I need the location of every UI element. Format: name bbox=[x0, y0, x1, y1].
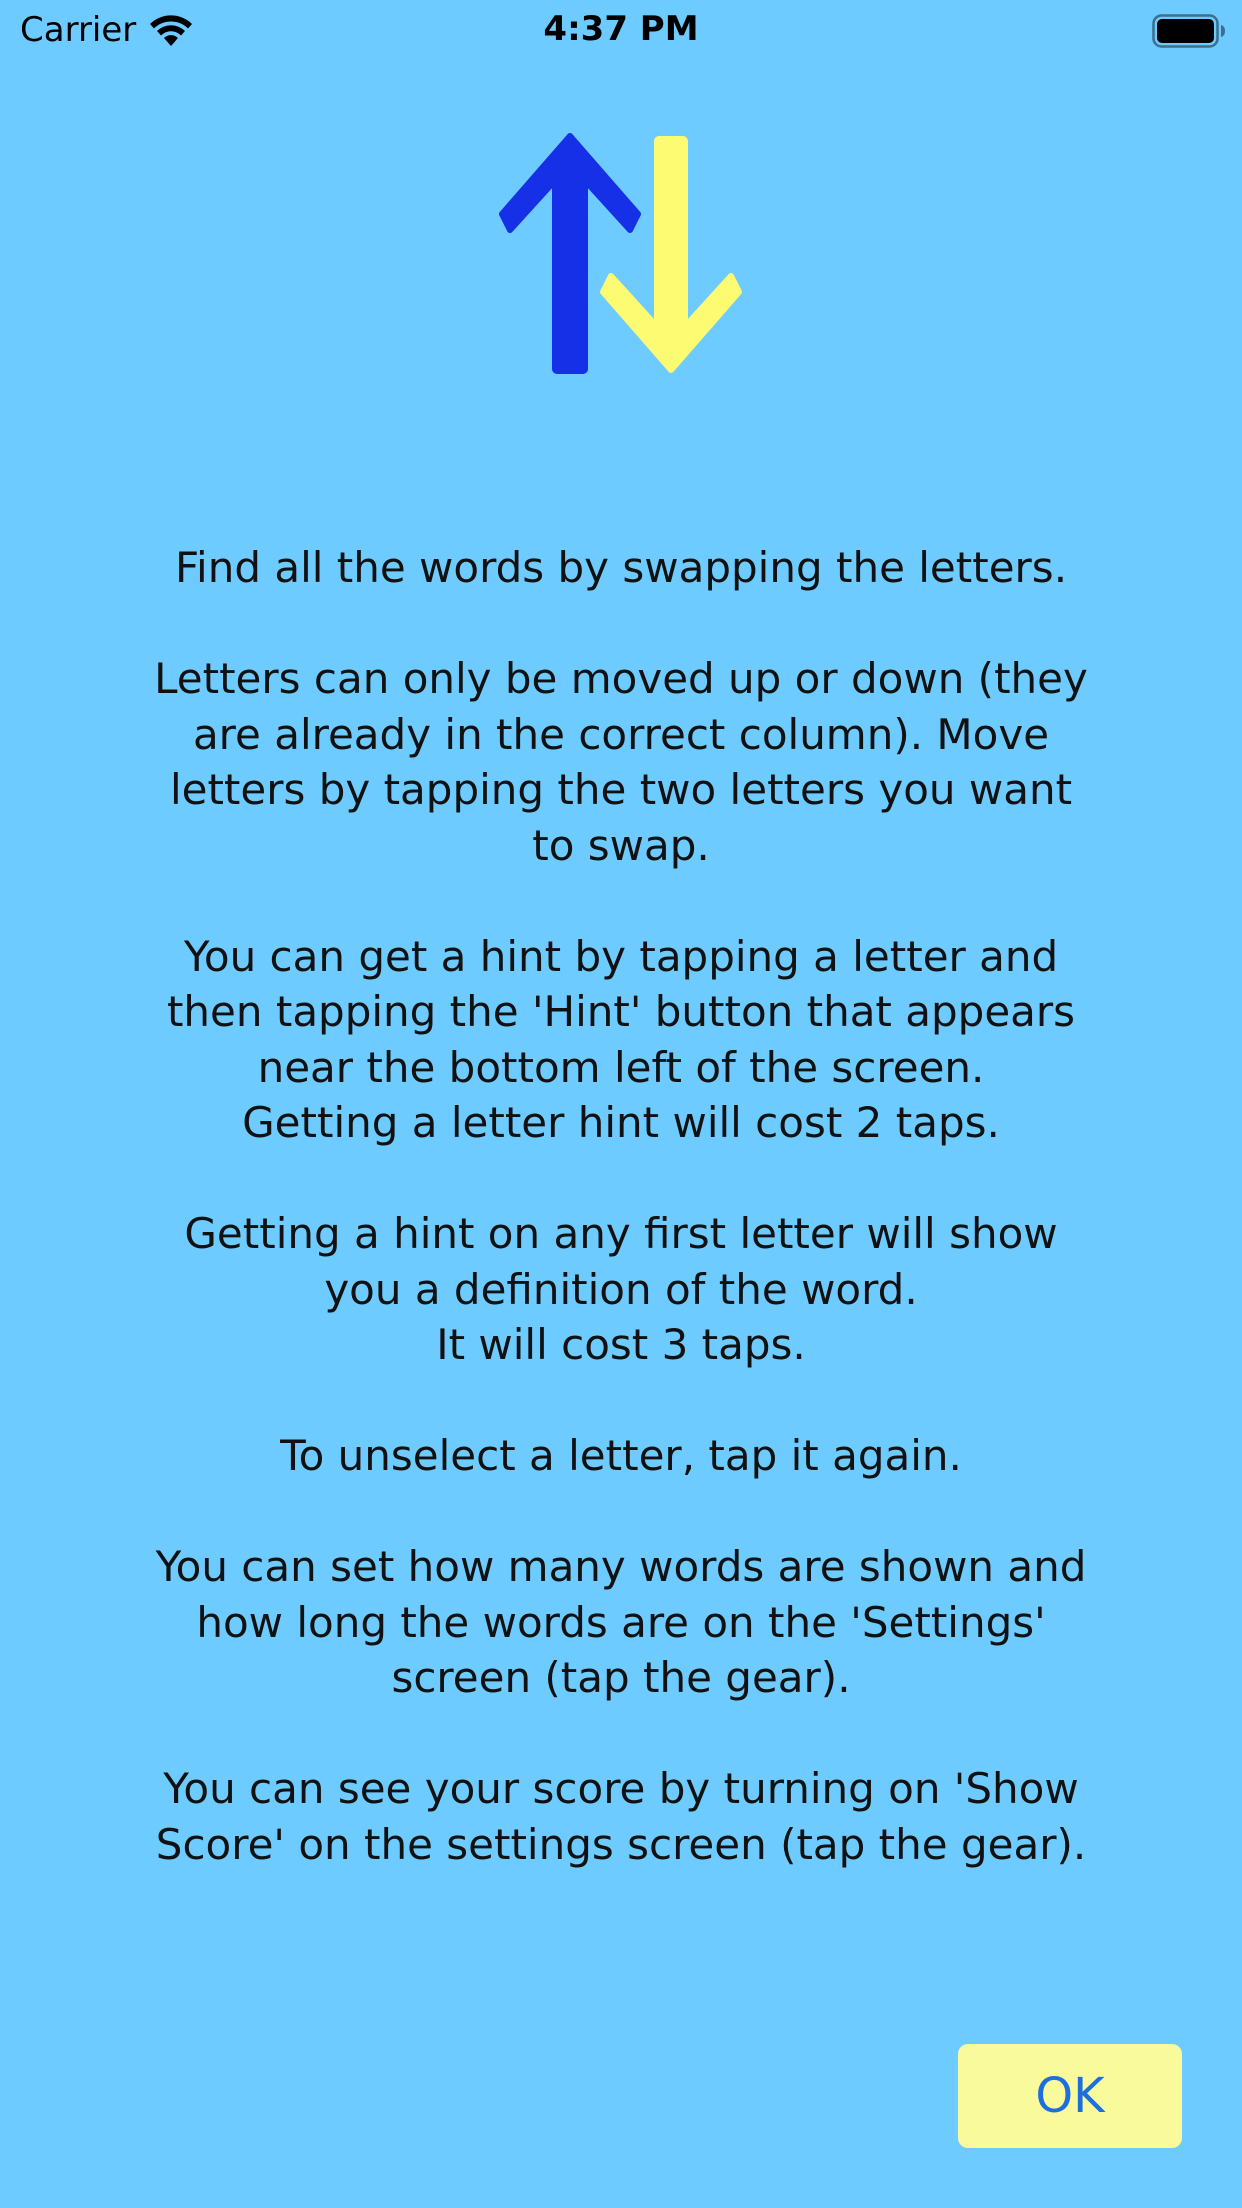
instruction-paragraph: To unselect a letter, tap it again. bbox=[280, 1431, 962, 1480]
instruction-paragraph: You can get a hint by tapping a letter and then tapping the 'Hint' button that appears near the bottom left of the screen. Getting a letter hint will cost 2 taps. bbox=[166, 931, 1076, 1147]
up-arrow-icon bbox=[502, 136, 638, 374]
status-bar bbox=[0, 0, 1242, 62]
instruction-paragraph: Find all the words by swapping the letters. bbox=[174, 543, 1068, 592]
carrier-label: Carrier bbox=[20, 10, 137, 50]
status-time: 4:37 PM bbox=[543, 9, 699, 49]
instruction-paragraph: Getting a hint on any first letter will show you a definition of the word. It will cost 3 taps. bbox=[184, 1209, 1058, 1369]
swap-arrows-icon bbox=[490, 130, 750, 380]
instruction-paragraph: You can see your score by turning on 'Show Score' on the settings screen (tap the gear). bbox=[155, 1764, 1087, 1869]
battery-icon bbox=[1152, 13, 1226, 49]
down-arrow-icon bbox=[603, 136, 739, 370]
instruction-paragraph: Letters can only be moved up or down (they are already in the correct column). Move letters by tapping the two letters you want to swap. bbox=[154, 654, 1088, 870]
instruction-paragraph: You can set how many words are shown and how long the words are on the 'Settings' screen (tap the gear). bbox=[155, 1542, 1087, 1702]
ok-button[interactable]: OK bbox=[958, 2044, 1182, 2148]
instructions-text bbox=[130, 540, 1112, 1928]
